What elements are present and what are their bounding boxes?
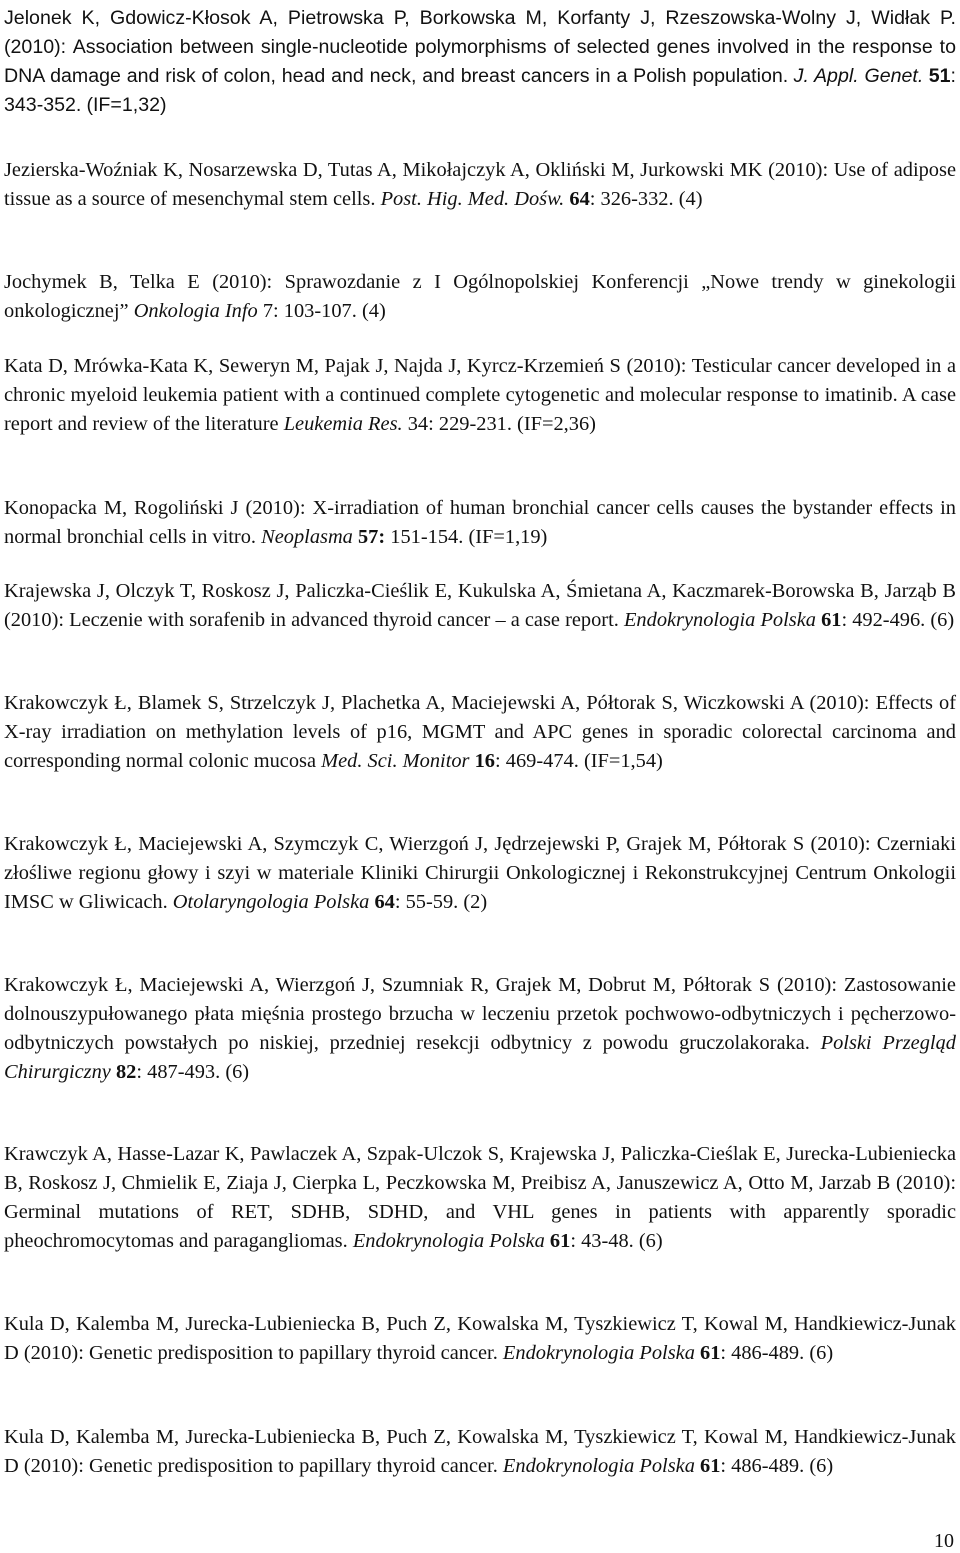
reference-title: Sprawozdanie z I Ogólnopolskiej Konferencji „Nowe trendy w ginekologii onkologicznej” xyxy=(4,271,956,323)
reference-journal: Med. Sci. Monitor xyxy=(321,750,470,773)
reference-year: (2010): xyxy=(809,692,870,715)
reference-volume: 61 xyxy=(549,1230,571,1253)
reference-note: (6) xyxy=(809,1455,834,1478)
reference-title: Genetic predisposition to papillary thyroid cancer. xyxy=(88,1455,498,1478)
reference-authors: Krakowczyk Ł, Maciejewski A, Szymczyk C, Wierzgoń J, Jędrzejewski P, Grajek M, Półtorak S xyxy=(4,833,805,856)
reference-authors: Kata D, Mrówka-Kata K, Seweryn M, Pajak J, Najda J, Kyrcz-Krzemień S xyxy=(4,355,621,378)
reference-pages: : 469-474. xyxy=(495,750,579,773)
reference-pages: : 55-59. xyxy=(394,891,459,914)
reference-entry xyxy=(4,4,956,120)
reference-entry xyxy=(4,577,956,635)
reference-volume: 82 xyxy=(115,1061,137,1084)
page-number: 10 xyxy=(934,1530,954,1552)
reference-year: (2010): xyxy=(810,833,871,856)
reference-volume: 34 xyxy=(407,413,429,436)
reference-authors: Krajewska J, Olczyk T, Roskosz J, Paliczka-Cieślik E, Kukulska A, Śmietana A, Kaczmarek-Borowska B, Jarząb B xyxy=(4,580,956,603)
reference-authors: Konopacka M, Rogoliński J xyxy=(4,497,239,520)
reference-entry xyxy=(4,689,956,776)
reference-authors: Krakowczyk Ł, Maciejewski A, Wierzgoń J, Szumniak R, Grajek M, Dobrut M, Półtorak S xyxy=(4,974,771,997)
reference-authors: Kula D, Kalemba M, Jurecka-Lubieniecka B, Puch Z, Kowalska M, Tyszkiewicz T, Kowal M, Handkiewicz-Junak D xyxy=(4,1313,956,1365)
reference-year: (2010): xyxy=(776,974,838,997)
reference-year: (2010): xyxy=(895,1172,956,1195)
reference-journal: Otolaryngologia Polska xyxy=(172,891,370,914)
reference-note: (6) xyxy=(638,1230,663,1253)
reference-volume: 16 xyxy=(474,750,495,773)
reference-journal: J. Appl. Genet. xyxy=(793,65,924,88)
reference-journal: Endokrynologia Polska xyxy=(502,1455,695,1478)
reference-note: (2) xyxy=(463,891,488,914)
reference-pages: : 326-332. xyxy=(589,188,674,211)
reference-volume: 64 xyxy=(569,188,590,211)
reference-pages: : 492-496. xyxy=(841,609,926,632)
reference-entry xyxy=(4,1310,956,1368)
reference-year: (2010): xyxy=(23,1342,84,1365)
reference-note: (6) xyxy=(930,609,955,632)
reference-note: (IF=2,36) xyxy=(517,413,596,436)
reference-note: (4) xyxy=(361,300,386,323)
reference-authors: Jochymek B, Telka E xyxy=(4,271,200,294)
reference-journal: Onkologia Info xyxy=(133,300,258,323)
reference-journal: Endokrynologia Polska xyxy=(623,609,816,632)
reference-title: X-irradiation of human bronchial cancer cells causes the bystander effects in normal bronchial cells in vitro. xyxy=(4,497,956,549)
reference-entry xyxy=(4,1423,956,1481)
reference-pages: : 486-489. xyxy=(720,1342,805,1365)
reference-year: (2010): xyxy=(4,36,67,59)
reference-journal: Leukemia Res. xyxy=(283,413,403,436)
reference-title: Genetic predisposition to papillary thyroid cancer. xyxy=(88,1342,498,1365)
reference-entry xyxy=(4,1140,956,1256)
reference-year: (2010): xyxy=(212,271,273,294)
reference-note: (6) xyxy=(225,1061,250,1084)
reference-pages: 151-154. xyxy=(385,526,464,549)
reference-pages: : 229-231. xyxy=(428,413,512,436)
reference-title: Use of adipose tissue as a source of mesenchymal stem cells. xyxy=(4,159,956,211)
reference-volume: 61 xyxy=(821,609,842,632)
reference-title: Leczenie with sorafenib in advanced thyroid cancer – a case report. xyxy=(69,609,619,632)
reference-volume: 61 xyxy=(700,1342,721,1365)
reference-entry xyxy=(4,830,956,917)
reference-title: Czerniaki złośliwe regionu głowy i szyi w materiale Kliniki Chirurgii Onkologicznej i Rekonstrukcyjnej Centrum Onkologii IMSC w Gliwicach. xyxy=(4,833,956,914)
reference-authors: Krakowczyk Ł, Blamek S, Strzelczyk J, Plachetka A, Maciejewski A, Półtorak S, Wiczkowski A xyxy=(4,692,804,715)
reference-year: (2010): xyxy=(768,159,829,182)
reference-journal: Endokrynologia Polska xyxy=(502,1342,695,1365)
reference-volume: 64 xyxy=(374,891,395,914)
reference-pages: : 486-489. xyxy=(720,1455,805,1478)
reference-authors: Kula D, Kalemba M, Jurecka-Lubieniecka B, Puch Z, Kowalska M, Tyszkiewicz T, Kowal M, Handkiewicz-Junak D xyxy=(4,1426,956,1478)
reference-entry xyxy=(4,156,956,214)
reference-note: (4) xyxy=(678,188,703,211)
reference-entry xyxy=(4,494,956,552)
reference-pages: : 103-107. xyxy=(273,300,357,323)
reference-pages: : 487-493. xyxy=(136,1061,221,1084)
reference-year: (2010): xyxy=(23,1455,84,1478)
reference-title: Association between single-nucleotide polymorphisms of selected genes involved in the response to DNA damage and risk of colon, head and neck, and breast cancers in a Polish population. xyxy=(4,36,956,88)
reference-year: (2010): xyxy=(626,355,687,378)
reference-journal: Polski Przegląd Chirurgiczny xyxy=(4,1032,956,1084)
reference-title: Zastosowanie dolnouszypułowanego płata mięśnia prostego brzucha w leczeniu przetok pochwowo-odbytniczych i pęcherzowo-odbytniczych powstałych po niskiej, przedniej resekcji odbytnicy z powodu gruczolakoraka. xyxy=(4,974,956,1055)
reference-entry xyxy=(4,971,956,1087)
reference-volume: 51 xyxy=(928,65,951,88)
reference-note: (IF=1,32) xyxy=(86,94,167,117)
reference-title: Effects of X-ray irradiation on methylation levels of p16, MGMT and APC genes in sporadic colorectal carcinoma and corresponding normal colonic mucosa xyxy=(4,692,956,773)
reference-title: Germinal mutations of RET, SDHB, SDHD, and VHL genes in patients with apparently sporadic pheochromocytomas and paragangliomas. xyxy=(4,1201,956,1253)
reference-journal: Neoplasma xyxy=(261,526,353,549)
reference-entry xyxy=(4,352,956,439)
reference-volume: 7 xyxy=(262,300,274,323)
reference-note: (IF=1,19) xyxy=(468,526,548,549)
reference-year: (2010): xyxy=(4,609,65,632)
reference-pages: : 43-48. xyxy=(570,1230,634,1253)
reference-pages: : 343-352. xyxy=(4,65,956,117)
reference-journal: Post. Hig. Med. Dośw. xyxy=(380,188,565,211)
reference-journal: Endokrynologia Polska xyxy=(352,1230,545,1253)
reference-authors: Krawczyk A, Hasse-Lazar K, Pawlaczek A, Szpak-Ulczok S, Krajewska J, Paliczka-Cieślak E, Jurecka-Lubieniecka B, Roskosz J, Chmielik E, Ziaja J, Cierpka L, Peczkowska M, Preibisz A, Januszewicz A, Otto M, Jarzab B xyxy=(4,1143,956,1195)
reference-year: (2010): xyxy=(245,497,306,520)
reference-volume: 57: xyxy=(357,526,386,549)
reference-entry xyxy=(4,268,956,326)
reference-title: Testicular cancer developed in a chronic myeloid leukemia patient with a continued complete cytogenetic and molecular response to imatinib. A case report and review of the literature xyxy=(4,355,956,436)
reference-authors: Jelonek K, Gdowicz-Kłosok A, Pietrowska P, Borkowska M, Korfanty J, Rzeszowska-Wolny J, Widłak P. xyxy=(4,7,956,30)
reference-note: (6) xyxy=(809,1342,834,1365)
reference-authors: Jezierska-Woźniak K, Nosarzewska D, Tutas A, Mikołajczyk A, Okliński M, Jurkowski MK xyxy=(4,159,763,182)
reference-volume: 61 xyxy=(700,1455,721,1478)
reference-note: (IF=1,54) xyxy=(583,750,663,773)
